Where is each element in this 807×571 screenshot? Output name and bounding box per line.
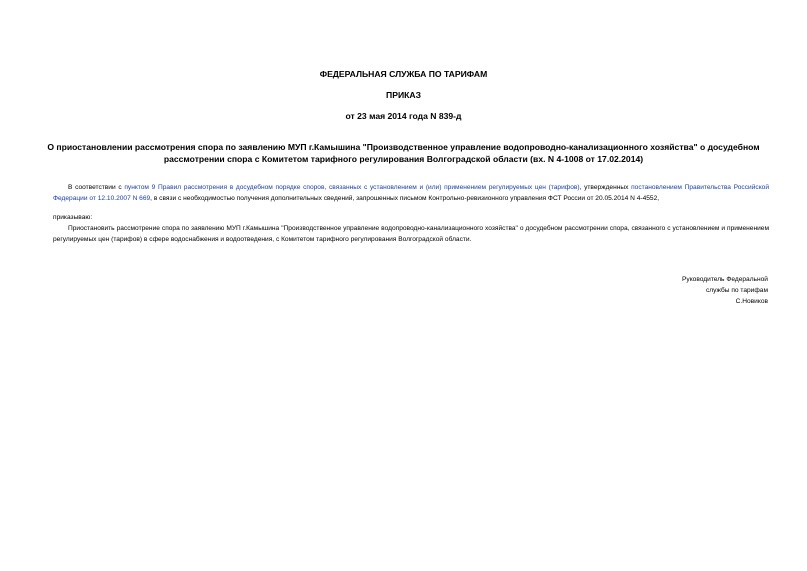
order-text: Приостановить рассмотрение спора по заявлению МУП г.Камышина "Производственное управление водопроводно-канализационного хозяйства" о досудебном рассмотрении спора, связанного с установлением и применением регулируемых цен (тарифов) в сфере водоснабжения и водоотведения, с Комитетом тарифного регулирования Волгоградской области.	[53, 225, 769, 243]
rules-link[interactable]: пунктом 9 Правил рассмотрения в досудебном порядке споров, связанных с установлением и (или) применением регулируемых цен (тарифов)	[124, 184, 580, 191]
order-word: приказываю:	[53, 214, 93, 221]
preamble-text-3: , в связи с необходимостью получения дополнительных сведений, запрошенных письмом Контрольно-ревизионного управления ФСТ России от 20.05.2014 N 4-4552,	[150, 194, 660, 202]
preamble-text-2: , утвержденных	[579, 184, 632, 191]
document-type: ПРИКАЗ	[386, 90, 421, 100]
preamble-paragraph	[53, 183, 769, 204]
agency-name: ФЕДЕРАЛЬНАЯ СЛУЖБА ПО ТАРИФАМ	[319, 69, 488, 79]
signature-name: С.Новиков	[735, 298, 768, 305]
document-date: от 23 мая 2014 года N 839-д	[345, 111, 462, 121]
signature-position-line2: службы по тарифам	[705, 287, 768, 294]
preamble-text-1: В соответствии с	[68, 184, 125, 191]
order-paragraph	[53, 224, 769, 245]
government-decree-link[interactable]: постановлением Правительства Российской Федерации от 12.10.2007 N 669	[53, 184, 770, 202]
signature-position-line1: Руководитель Федеральной	[682, 276, 768, 283]
document-title: О приостановлении рассмотрения спора по заявлению МУП г.Камышина "Производственное управление водопроводно-канализационного хозяйства" о досудебном рассмотрении спора с Комитетом тарифного регулирования Волгоградской области (вх. N 4-1008 от 17.02.2014)	[47, 142, 760, 164]
